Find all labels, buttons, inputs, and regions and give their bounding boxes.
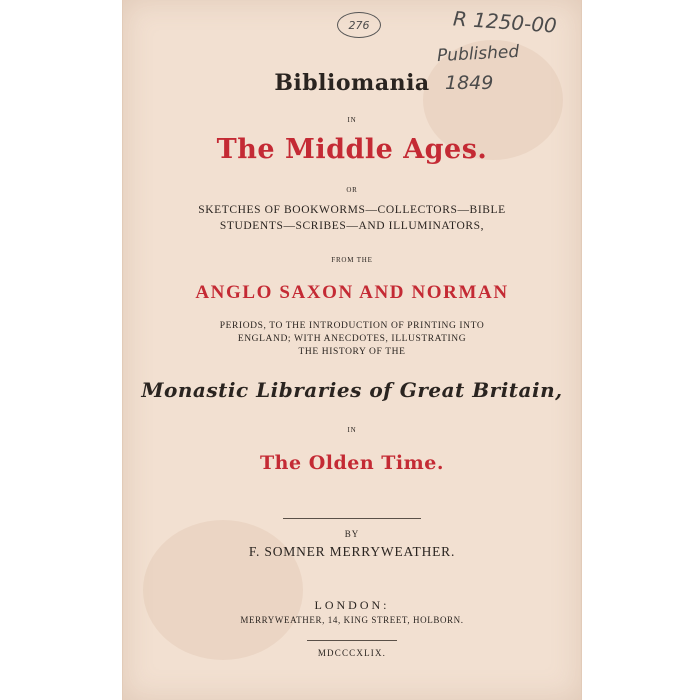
- divider-rule-short: [307, 640, 397, 641]
- publication-year: MDCCCXLIX.: [317, 648, 387, 658]
- monastic-libraries: Monastic Libraries of Great Britain,: [141, 378, 563, 402]
- from-the: FROM THE: [331, 256, 373, 264]
- city-london: LONDON:: [314, 598, 390, 612]
- handwritten-price: R 1250-00: [452, 6, 558, 38]
- title-bibliomania: Bibliomania: [274, 70, 430, 96]
- subtitle-line-1: SKETCHES OF BOOKWORMS—COLLECTORS—BIBLE: [198, 204, 506, 216]
- periods-line-2: ENGLAND; WITH ANECDOTES, ILLUSTRATING: [237, 334, 467, 344]
- author-name: F. SOMNER MERRYWEATHER.: [248, 544, 456, 559]
- periods-line-3: THE HISTORY OF THE: [298, 347, 406, 357]
- periods-line-1: PERIODS, TO THE INTRODUCTION OF PRINTING INTO: [219, 321, 485, 331]
- title-middle-ages: The Middle Ages.: [216, 134, 488, 165]
- handwritten-published: Published: [436, 41, 520, 67]
- word-by: BY: [344, 529, 360, 539]
- divider-rule: [283, 518, 421, 519]
- olden-time: The Olden Time.: [260, 452, 444, 474]
- word-or: OR: [346, 186, 358, 194]
- word-in-1: IN: [347, 116, 357, 124]
- title-page: [122, 0, 582, 700]
- circled-number: [337, 12, 381, 38]
- subtitle-line-2: STUDENTS—SCRIBES—AND ILLUMINATORS,: [219, 220, 485, 232]
- circled-number-text: 276: [348, 19, 370, 32]
- paper-stain: [143, 520, 303, 660]
- word-in-2: IN: [347, 426, 357, 434]
- publisher-address: MERRYWEATHER, 14, KING STREET, HOLBORN.: [240, 615, 464, 625]
- anglo-saxon-heading: ANGLO SAXON AND NORMAN: [195, 282, 509, 303]
- handwritten-year: 1849: [445, 72, 494, 94]
